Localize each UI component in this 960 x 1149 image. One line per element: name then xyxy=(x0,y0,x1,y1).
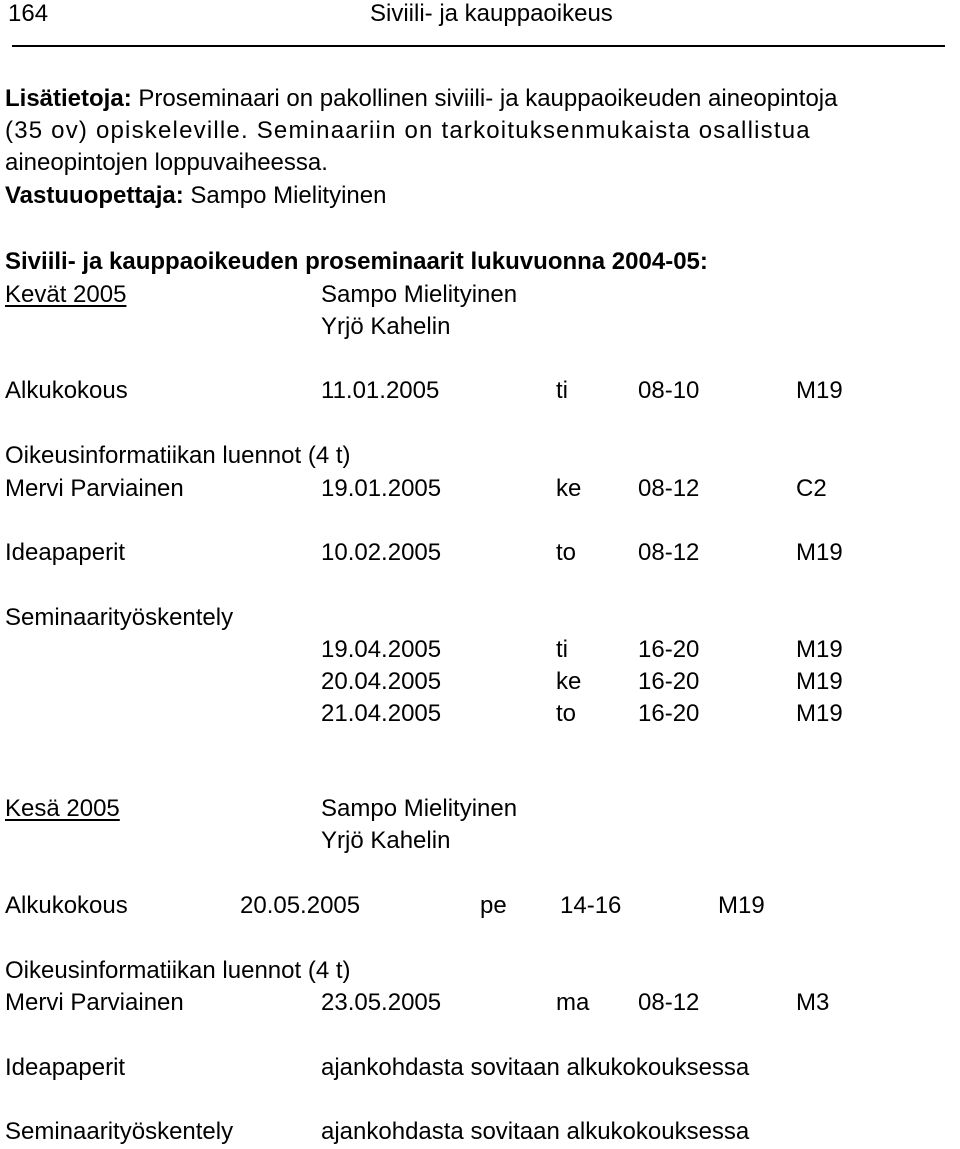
intro-label: Lisätietoja: xyxy=(5,85,132,112)
spring-lectures-room: C2 xyxy=(796,475,827,502)
summer-kickoff-day: pe xyxy=(480,892,507,919)
summer-teacher-2: Yrjö Kahelin xyxy=(321,827,451,854)
spring-lectures-time: 08-12 xyxy=(638,475,700,502)
spring-seminar-time: 16-20 xyxy=(638,700,700,727)
summer-lectures-time: 08-12 xyxy=(638,989,700,1016)
summer-ideapaper-label: Ideapaperit xyxy=(5,1054,126,1081)
header-rule xyxy=(12,45,945,47)
spring-ideapaper-time: 08-12 xyxy=(638,539,700,566)
spring-ideapaper-room: M19 xyxy=(796,539,843,566)
teacher-label: Vastuuopettaja: xyxy=(5,182,184,209)
intro-line-1 xyxy=(5,87,837,111)
running-title: Siviili- ja kauppaoikeus xyxy=(370,0,613,27)
spring-lectures-title: Oikeusinformatiikan luennot (4 t) xyxy=(5,442,351,469)
section-heading: Siviili- ja kauppaoikeuden proseminaarit lukuvuonna 2004-05: xyxy=(5,248,708,275)
summer-kickoff-time: 14-16 xyxy=(560,892,622,919)
summer-term: Kesä 2005 xyxy=(5,795,120,822)
summer-lectures-title: Oikeusinformatiikan luennot (4 t) xyxy=(5,957,351,984)
spring-seminar-room: M19 xyxy=(796,700,843,727)
spring-lectures-lecturer: Mervi Parviainen xyxy=(5,475,184,502)
spring-kickoff-room: M19 xyxy=(796,377,843,404)
intro-line-2: (35 ov) opiskeleville. Seminaariin on tarkoituksenmukaista osallistua xyxy=(5,117,811,144)
page-number: 164 xyxy=(8,0,49,27)
spring-kickoff-day: ti xyxy=(556,377,568,404)
summer-teacher-1: Sampo Mielityinen xyxy=(321,795,518,822)
spring-seminar-time: 16-20 xyxy=(638,668,700,695)
summer-lectures-room: M3 xyxy=(796,989,830,1016)
intro-line-3: aineopintojen loppuvaiheessa. xyxy=(5,149,328,176)
spring-ideapaper-date: 10.02.2005 xyxy=(321,539,442,566)
spring-teacher-2: Yrjö Kahelin xyxy=(321,313,451,340)
spring-kickoff-time: 08-10 xyxy=(638,377,700,404)
spring-ideapaper-label: Ideapaperit xyxy=(5,539,126,566)
spring-teacher-1: Sampo Mielityinen xyxy=(321,281,518,308)
summer-seminar-note: ajankohdasta sovitaan alkukokouksessa xyxy=(321,1118,750,1145)
spring-seminar-label: Seminaarityöskentely xyxy=(5,604,234,631)
spring-seminar-time: 16-20 xyxy=(638,636,700,663)
spring-kickoff-date: 11.01.2005 xyxy=(321,377,440,404)
spring-lectures-date: 19.01.2005 xyxy=(321,475,442,502)
spring-kickoff-label: Alkukokous xyxy=(5,377,128,404)
spring-seminar-date: 20.04.2005 xyxy=(321,668,442,695)
summer-lectures-lecturer: Mervi Parviainen xyxy=(5,989,184,1016)
intro-text: Proseminaari on pakollinen siviili- ja kauppaoikeuden aineopintoja xyxy=(131,85,838,112)
summer-lectures-date: 23.05.2005 xyxy=(321,989,442,1016)
spring-seminar-room: M19 xyxy=(796,668,843,695)
spring-seminar-date: 21.04.2005 xyxy=(321,700,442,727)
summer-ideapaper-note: ajankohdasta sovitaan alkukokouksessa xyxy=(321,1054,750,1081)
spring-lectures-day: ke xyxy=(556,475,582,502)
teacher-name: Sampo Mielityinen xyxy=(183,182,387,209)
spring-seminar-room: M19 xyxy=(796,636,843,663)
summer-lectures-day: ma xyxy=(556,989,590,1016)
summer-kickoff-room: M19 xyxy=(718,892,765,919)
spring-seminar-day: ke xyxy=(556,668,582,695)
responsible-teacher xyxy=(5,184,386,208)
summer-kickoff-date: 20.05.2005 xyxy=(240,892,361,919)
spring-seminar-day: to xyxy=(556,700,577,727)
spring-seminar-day: ti xyxy=(556,636,568,663)
summer-kickoff-label: Alkukokous xyxy=(5,892,128,919)
summer-seminar-label: Seminaarityöskentely xyxy=(5,1118,234,1145)
spring-ideapaper-day: to xyxy=(556,539,577,566)
spring-term: Kevät 2005 xyxy=(5,281,127,308)
spring-seminar-date: 19.04.2005 xyxy=(321,636,442,663)
